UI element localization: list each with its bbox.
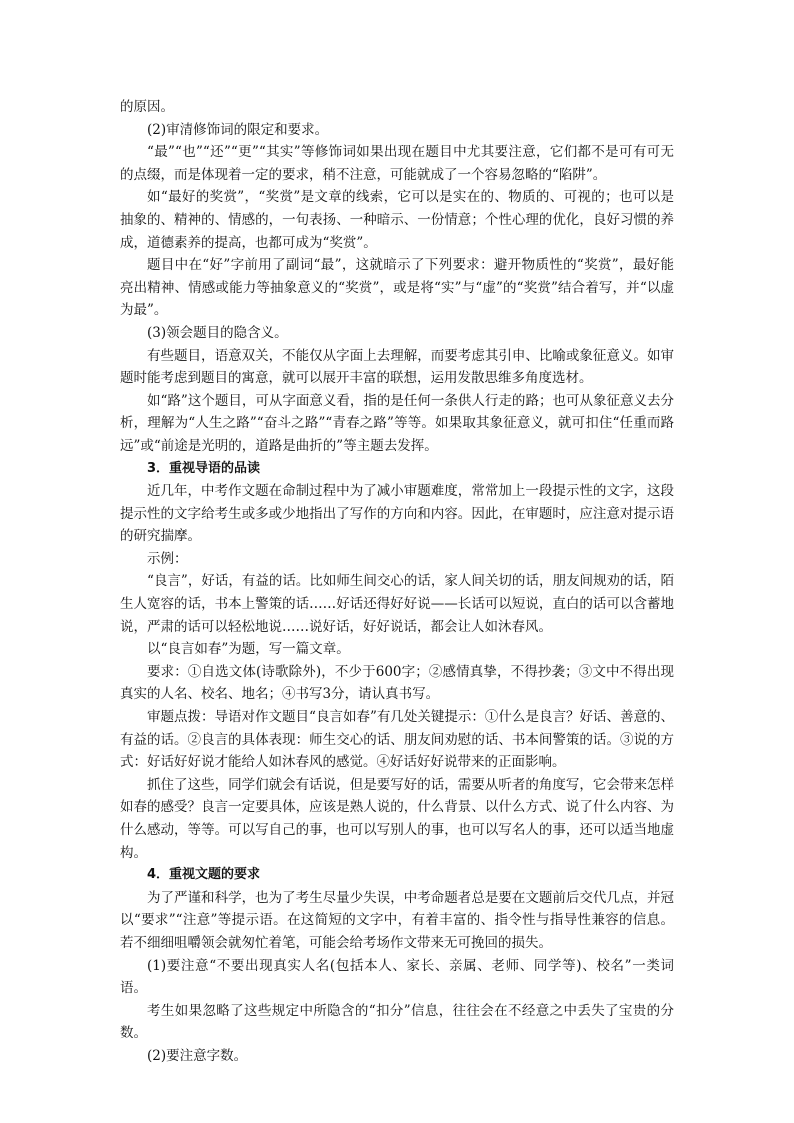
label-example: 示例：	[147, 550, 188, 567]
paragraph-road-example: 如“路”这个题目，可从字面意义看，指的是任何一条供人行走的路；也可从象征意义去分析，理解为“人生之路”“奋斗之路”“青春之路”等等。如果取其象征意义，就可扣住“任重而路远”或“前途是光明的，道路是曲折的”等主题去发挥。	[120, 392, 674, 454]
paragraph-writing-advice: 抓住了这些，同学们就会有话说，但是要写好的话，需要从听者的角度写，它会带来怎样如春的感受？良言一定要具体，应该是熟人说的，什么背景、以什么方式、说了什么内容、为什么感动，等等。可以写自己的事，也可以写别人的事，也可以写名人的事，还可以适当地虚构。	[120, 776, 674, 861]
paragraph-good-words: “良言”，好话，有益的话。比如师生间交心的话，家人间关切的话，朋友间规劝的话，陌生人宽容的话，书本上警策的话……好话还得好好说——长话可以短说，直白的话可以含蓄地说，严肃的话可以轻松地说……说好话，好好说话，都会让人如沐春风。	[120, 573, 674, 635]
document-page	[120, 96, 674, 1068]
paragraph-best-reward-analysis: 题目中在“好”字前用了副词“最”，这就暗示了下列要求：避开物质性的“奖赏”，最好能亮出精神、情感或能力等抽象意义的“奖赏”，或是将“实”与“虚”的“奖赏”结合着写，并“以虚为最”。	[120, 257, 674, 319]
paragraph-modifier-words: “最”“也”“还”“更”“其实”等修饰词如果出现在题目中尤其要注意，它们都不是可有可无的点缀，而是体现着一定的要求，稍不注意，可能就成了一个容易忽略的“陷阱”。	[120, 144, 674, 183]
subheading-no-real-names: (1)要注意“不要出现真实人名(包括本人、家长、亲属、老师、同学等)、校名”一类词语。	[120, 957, 674, 997]
paragraph-title-requirements: 为了严谨和科学，也为了考生尽量少失误，中考命题者总是要在文题前后交代几点，并冠以“要求”“注意”等提示语。在这简短的文字中，有着丰富的、指令性与指导性兼容的信息。若不细细咀嚼领会就匆忙着笔，可能会给考场作文带来无可挽回的损失。	[120, 889, 674, 951]
paragraph-double-meaning: 有些题目，语意双关，不能仅从字面上去理解，而要考虑其引申、比喻或象征意义。如审题时能考虑到题目的寓意，就可以展开丰富的联想，运用发散思维多角度选材。	[120, 347, 674, 387]
paragraph-continuation: 的原因。	[120, 99, 174, 115]
subheading-implied-meaning: (3)领会题目的隐含义。	[147, 324, 288, 341]
subheading-modifier-requirements: (2)审清修饰词的限定和要求。	[147, 121, 329, 138]
paragraph-guide-text: 近几年，中考作文题在命制过程中为了减小审题难度，常常加上一段提示性的文字，这段提示性的文字给考生或多或少地指出了写作的方向和内容。因此，在审题时，应注意对提示语的研究揣摩。	[120, 483, 674, 545]
section-heading-4: 4．重视文题的要求	[147, 867, 261, 883]
paragraph-analysis-tips: 审题点拨：导语对作文题目“良言如春”有几处关键提示：①什么是良言？好话、善意的、有益的话。②良言的具体表现：师生交心的话、朋友间劝慰的话、书本间警策的话。③说的方式：好话好好说才能给人如沐春风的感觉。④好话好好说带来的正面影响。	[120, 709, 674, 771]
section-heading-3: 3．重视导语的品读	[147, 460, 261, 476]
paragraph-deduction-warning: 考生如果忽略了这些规定中所隐含的“扣分”信息，往往会在不经意之中丢失了宝贵的分数。	[120, 1002, 674, 1042]
paragraph-best-reward-example: 如“最好的奖赏”，“奖赏”是文章的线索，它可以是实在的、物质的、可视的；也可以是抽象的、精神的、情感的，一句表扬、一种暗示、一份情意；个性心理的优化，良好习惯的养成，道德素养的提高，也都可成为“奖赏”。	[120, 189, 674, 251]
paragraph-requirements: 要求：①自选文体(诗歌除外)，不少于600字；②感情真挚，不得抄袭；③文中不得出现真实的人名、校名、地名；④书写3分，请认真书写。	[120, 663, 674, 703]
paragraph-prompt: 以“良言如春”为题，写一篇文章。	[147, 641, 350, 658]
subheading-word-count: (2)要注意字数。	[147, 1047, 248, 1064]
